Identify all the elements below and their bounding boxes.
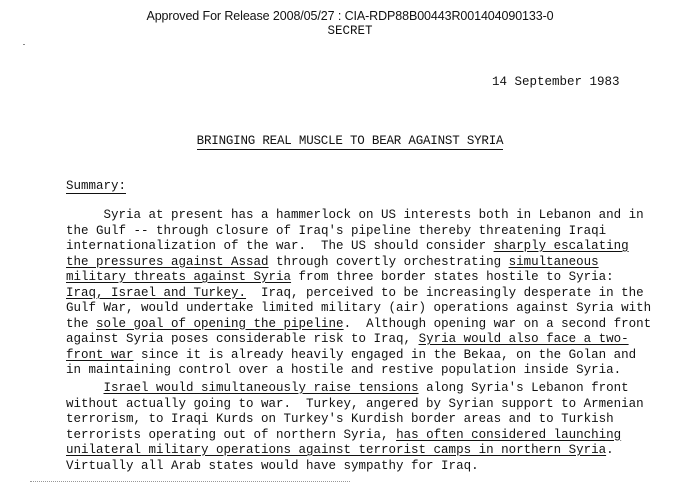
text-segment: terrorists operating out of northern Syria,	[66, 427, 397, 442]
document-title-text: BRINGING REAL MUSCLE TO BEAR AGAINST SYRIA	[196, 134, 504, 148]
underlined-text: simultaneous	[508, 254, 599, 269]
text-segment: .	[606, 443, 614, 457]
text-segment: Gulf War, would undertake limited military (air) operations against Syria with	[66, 301, 652, 315]
text-segment: without actually going to war. Turkey, angered by Syrian support to Armenian	[66, 396, 644, 411]
text-segment: . Although opening war on a second front	[343, 316, 652, 331]
text-line	[66, 397, 666, 413]
underlined-text: has often considered launching	[396, 427, 622, 442]
text-segment: against Syria poses considerable risk to Iraq,	[66, 332, 419, 346]
text-segment: in maintaining control over a hostile and restive population inside Syria.	[66, 363, 622, 377]
underlined-text: Iraq, Israel and Turkey.	[66, 285, 247, 300]
text-line	[66, 428, 666, 444]
cut-off-next-line	[0, 479, 700, 488]
text-line	[66, 443, 666, 459]
text-segment: Syria at present has a hammerlock on US interests both in Lebanon and in	[66, 208, 644, 222]
text-line	[66, 363, 666, 379]
text-segment: terrorism, to Iraqi Kurds on Turkey's Kurdish border areas and to Turkish	[66, 412, 614, 426]
scan-speck	[23, 44, 25, 45]
text-segment: through covertly orchestrating	[268, 254, 509, 269]
text-line	[66, 459, 666, 475]
underlined-text: military threats against Syria	[66, 270, 292, 284]
underlined-text: Israel would simultaneously raise tensions	[103, 381, 419, 395]
summary-heading: Summary:	[66, 179, 127, 193]
text-segment: Iraq, perceived to be increasingly desperate in the	[246, 285, 644, 300]
underlined-text: front war	[66, 347, 134, 362]
underlined-text: Syria would also face a two-	[418, 332, 629, 346]
text-segment: the	[66, 316, 97, 331]
text-line	[66, 381, 666, 397]
text-line	[66, 208, 666, 224]
text-segment: since it is already heavily engaged in the Bekaa, on the Golan and	[133, 347, 637, 362]
text-line	[66, 224, 666, 240]
text-segment	[66, 381, 104, 395]
text-segment: along Syria's Lebanon front	[418, 381, 629, 395]
summary-paragraph-1	[66, 208, 666, 379]
text-segment: internationalization of the war. The US should consider	[66, 239, 494, 253]
text-segment: the Gulf -- through closure of Iraq's pipeline thereby threatening Iraqi	[66, 223, 607, 238]
text-line	[66, 317, 666, 333]
underlined-text: the pressures against Assad	[66, 254, 269, 269]
release-stamp: Approved For Release 2008/05/27 : CIA-RDP88B00443R001404090133-0	[146, 9, 554, 23]
text-line	[66, 412, 666, 428]
text-line	[66, 255, 666, 271]
underlined-text: sharply escalating	[493, 239, 629, 253]
text-line	[66, 348, 666, 364]
text-segment: Virtually all Arab states would have sympathy for Iraq.	[66, 458, 479, 473]
text-segment: from three border states hostile to Syria:	[291, 270, 614, 284]
document-title	[0, 134, 700, 148]
text-line	[66, 301, 666, 317]
summary-paragraph-2	[66, 381, 666, 474]
document-date: 14 September 1983	[492, 75, 620, 89]
classification-marking: SECRET	[327, 24, 373, 38]
text-line	[66, 270, 666, 286]
text-line	[66, 286, 666, 302]
underlined-text: unilateral military operations against terrorist camps in northern Syria	[66, 443, 607, 457]
underlined-text: sole goal of opening the pipeline	[96, 316, 344, 331]
text-line	[66, 239, 666, 255]
text-line	[66, 332, 666, 348]
